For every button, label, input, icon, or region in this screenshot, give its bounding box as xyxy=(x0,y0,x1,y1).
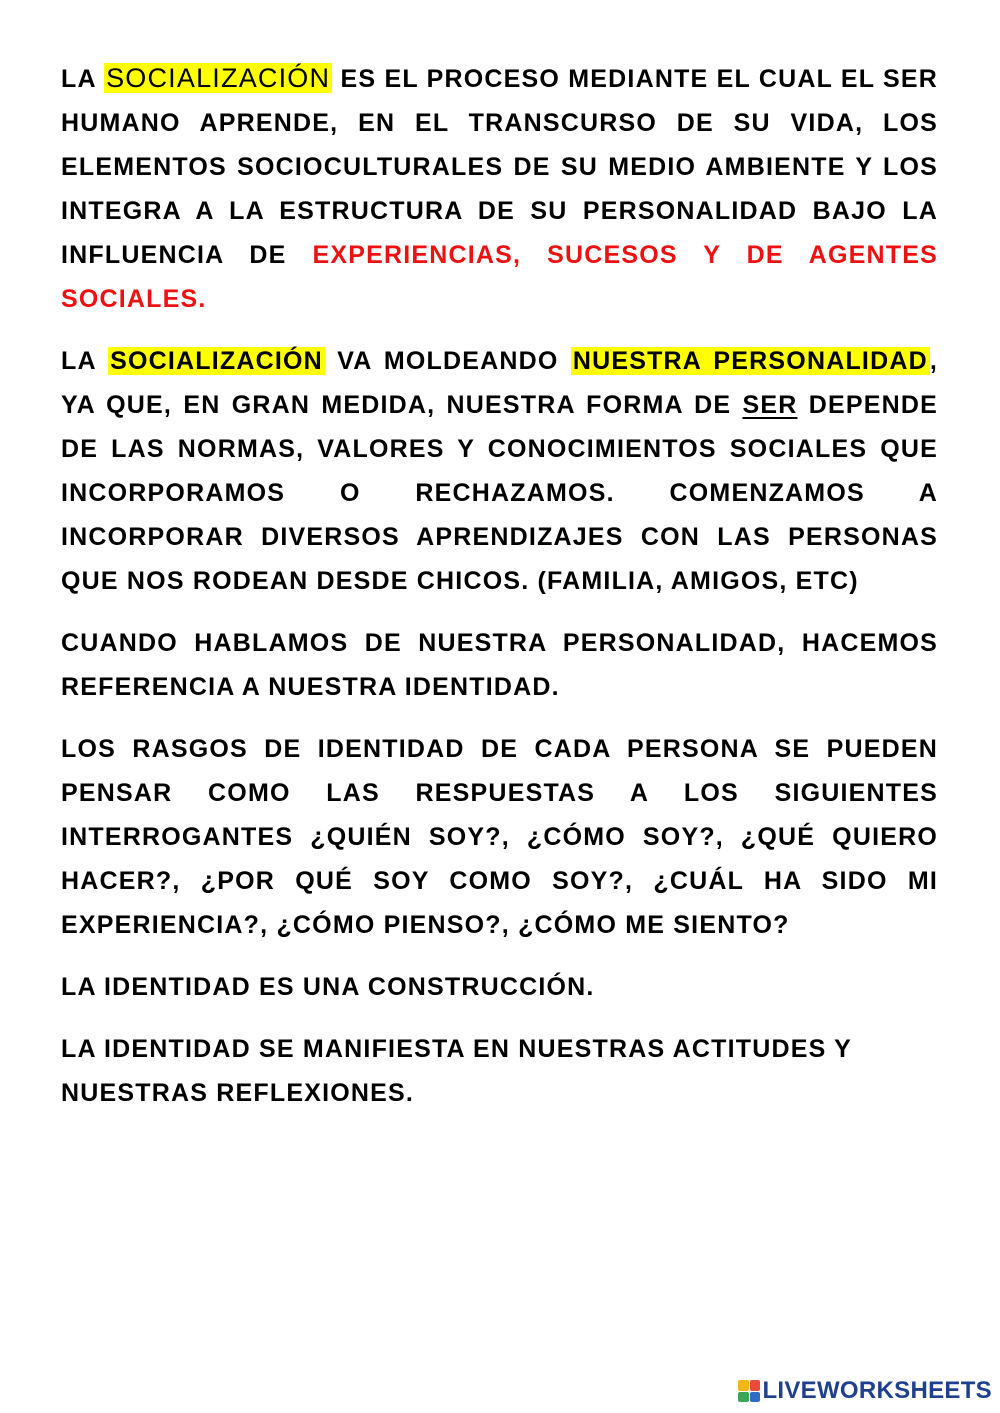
highlighted-term-socializacion: SOCIALIZACIÓN xyxy=(110,347,323,375)
text-segment: LA xyxy=(61,347,109,375)
liveworksheets-logo-icon xyxy=(738,1380,760,1402)
paragraph-personalidad-identidad: CUANDO HABLAMOS DE NUESTRA PERSONALIDAD, HACEMOS REFERENCIA A NUESTRA IDENTIDAD. xyxy=(61,629,938,701)
liveworksheets-logo-text: LIVEWORKSHEETS xyxy=(762,1377,992,1404)
paragraph-rasgos-identidad: LOS RASGOS DE IDENTIDAD DE CADA PERSONA SE PUEDEN PENSAR COMO LAS RESPUESTAS A LOS SIGUIENTES INTERROGANTES ¿QUIÉN SOY?, ¿CÓMO SOY?, ¿QUÉ QUIERO HACER?, ¿POR QUÉ SOY COMO SOY?, ¿CUÁL HA SIDO MI EXPERIENCIA?, ¿CÓMO PIENSO?, ¿CÓMO ME SIENTO? xyxy=(61,735,938,939)
text-segment: LA xyxy=(61,65,105,93)
text-segment: DEPENDE DE LAS NORMAS, VALORES Y CONOCIMIENTOS SOCIALES QUE INCORPORAMOS O RECHAZAMOS. COMENZAMOS A INCORPORAR DIVERSOS APRENDIZAJES CON LAS PERSONAS QUE NOS RODEAN DESDE CHICOS. (FAMILIA, AMIGOS, ETC) xyxy=(61,391,938,595)
text-segment: VA MOLDEANDO xyxy=(324,347,571,375)
document-body xyxy=(61,56,938,1133)
paragraph-identidad-construccion: LA IDENTIDAD ES UNA CONSTRUCCIÓN. xyxy=(61,973,595,1001)
paragraph-identidad-manifiesta: LA IDENTIDAD SE MANIFIESTA EN NUESTRAS ACTITUDES Y NUESTRAS REFLEXIONES. xyxy=(61,1035,852,1107)
highlighted-term-nuestra-personalidad: NUESTRA PERSONALIDAD xyxy=(572,347,928,375)
red-emphasis-text: EXPERIENCIAS, SUCESOS Y DE AGENTES SOCIALES. xyxy=(61,241,938,313)
underlined-term-ser: SER xyxy=(742,391,798,419)
paragraph-socializacion-definicion xyxy=(61,56,938,321)
liveworksheets-footer xyxy=(738,1377,992,1405)
highlighted-term-socializacion: SOCIALIZACIÓN xyxy=(106,63,331,93)
paragraph-socializacion-personalidad xyxy=(61,339,938,603)
text-segment: , YA QUE, EN GRAN MEDIDA, NUESTRA FORMA DE xyxy=(61,347,938,419)
text-segment: ES EL PROCESO MEDIANTE EL CUAL EL SER HUMANO APRENDE, EN EL TRANSCURSO DE SU VIDA, LOS ELEMENTOS SOCIOCULTURALES DE SU MEDIO AMBIENTE Y LOS INTEGRA A LA ESTRUCTURA DE SU PERSONALIDAD BAJO LA INFLUENCIA DE xyxy=(61,65,938,269)
